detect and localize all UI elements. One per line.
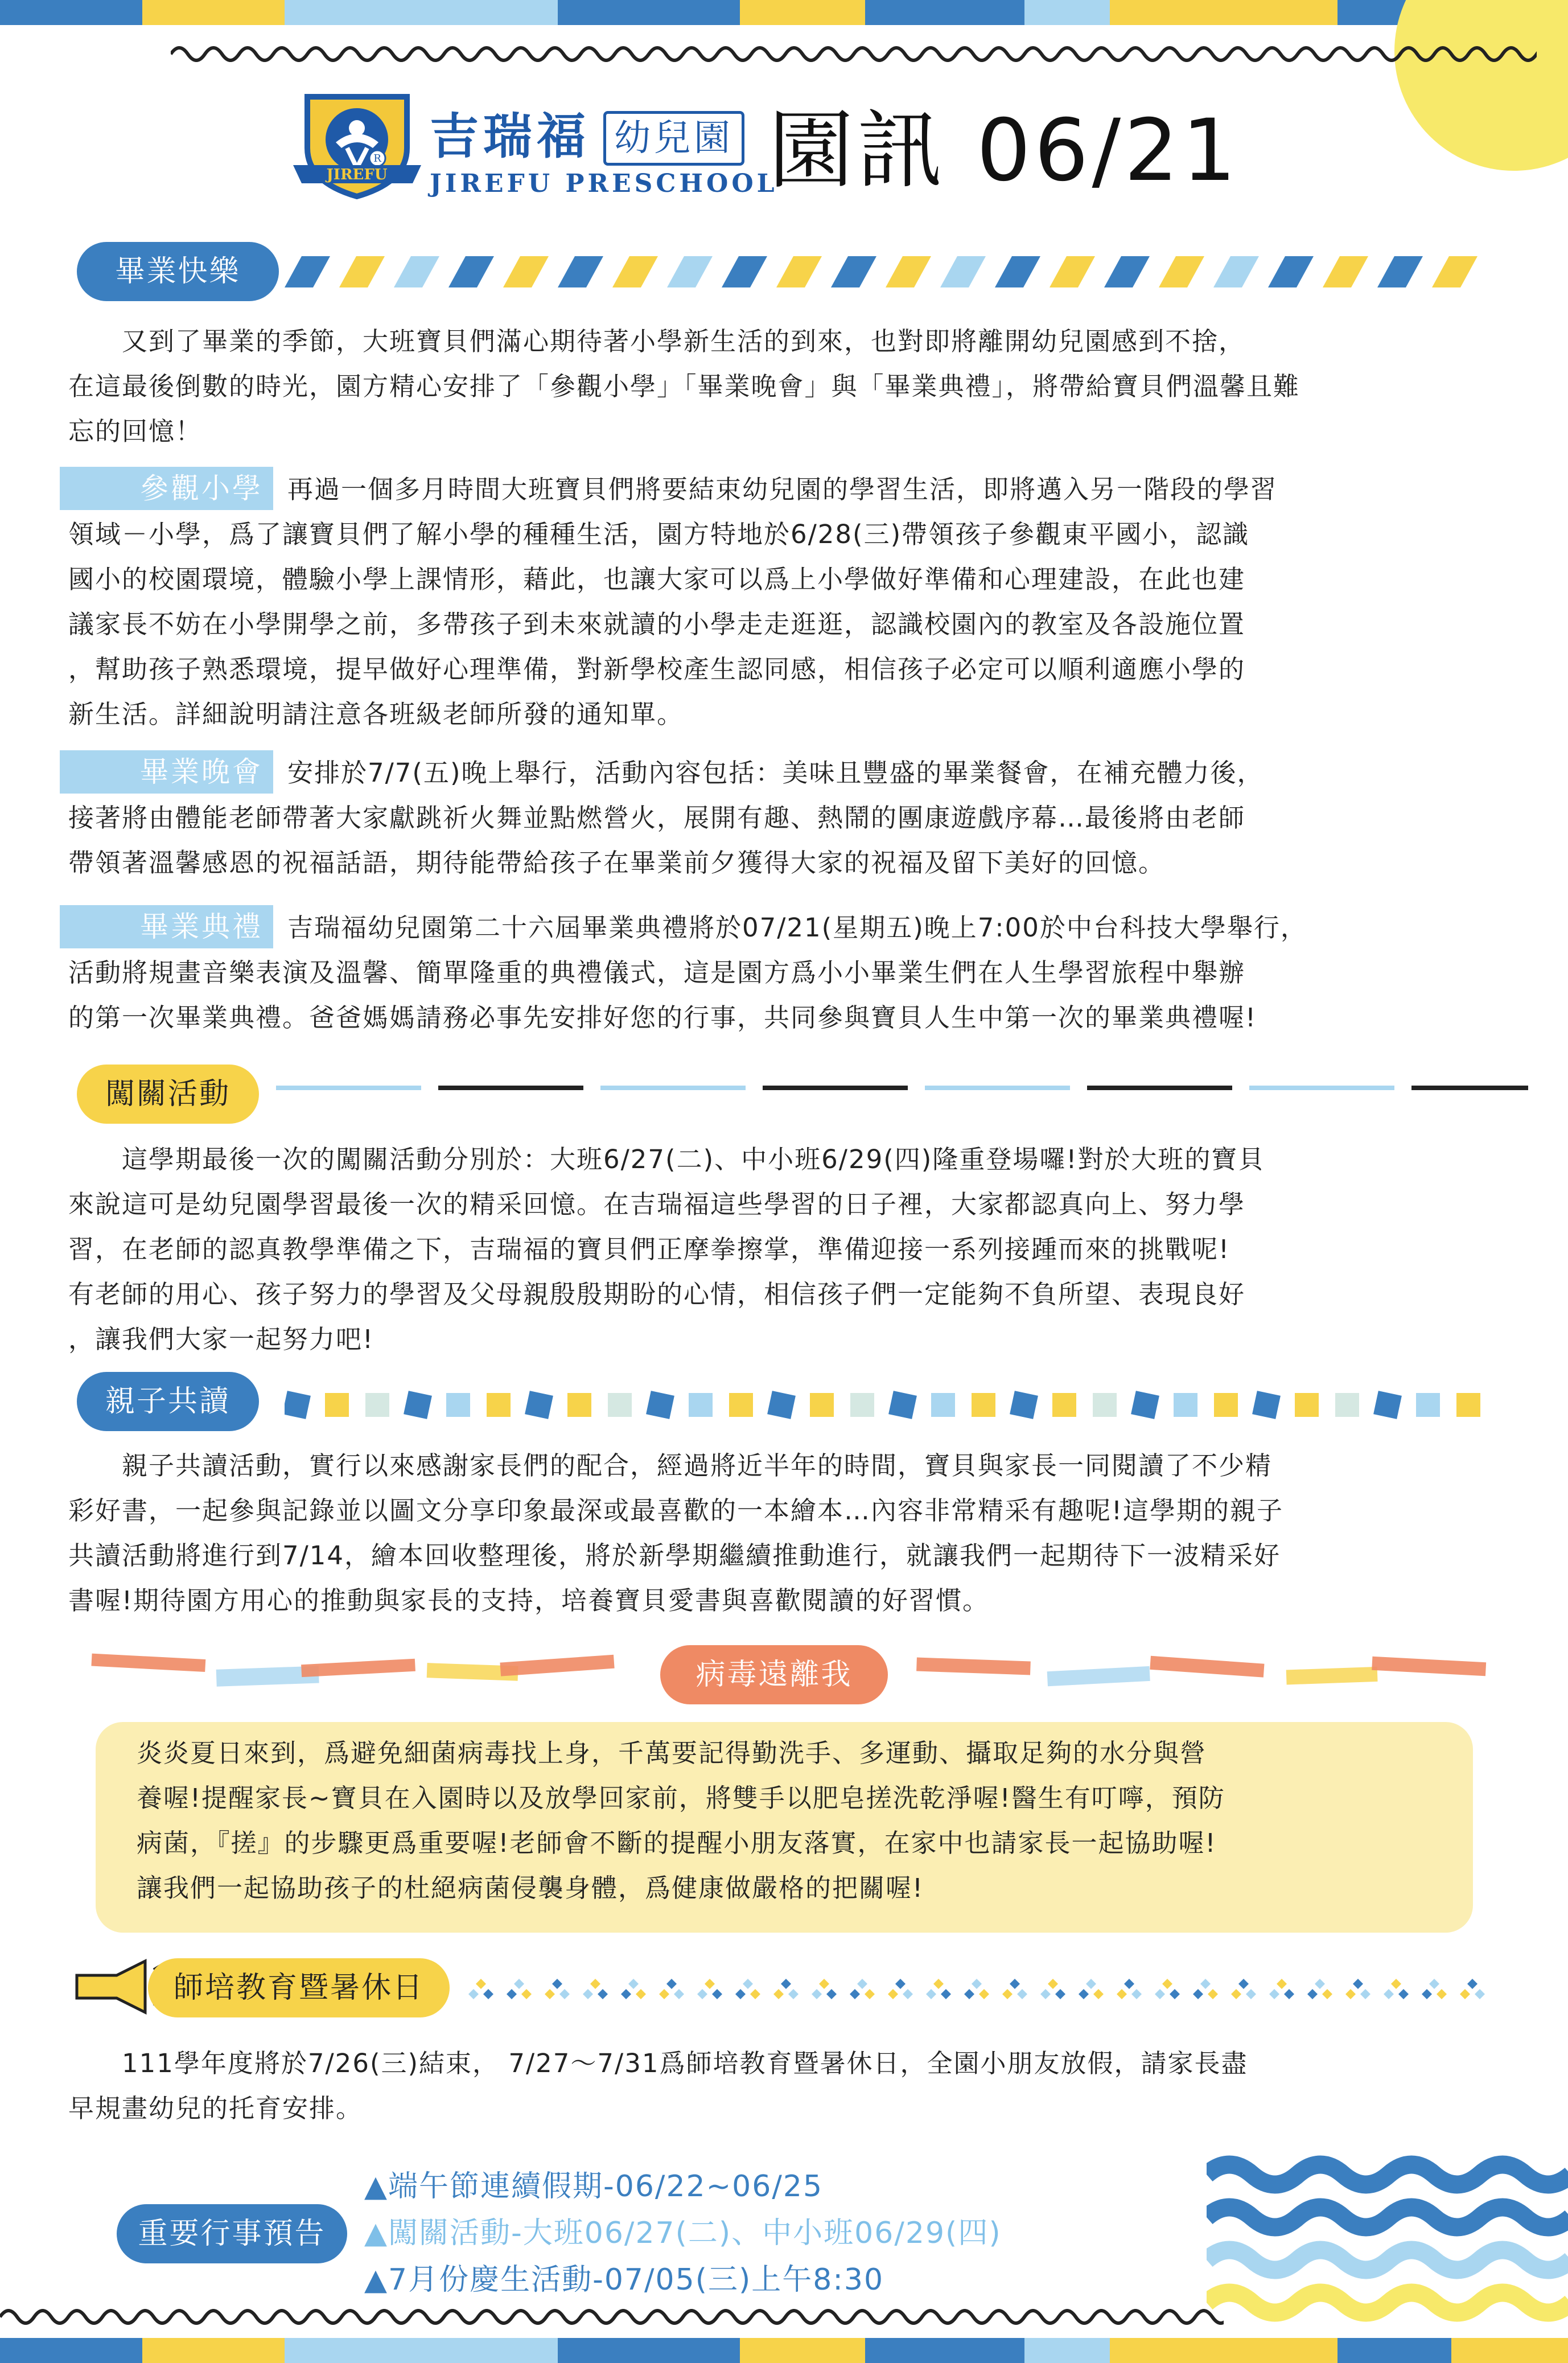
label-graduation-ceremony: 畢業典禮 [60,905,273,948]
decorative-circle [1394,0,1568,171]
event-item: ▲7月份慶生活動-07/05(三)上午8:30 [364,2263,884,2297]
section-heading-events: 重要行事預告 [117,2204,347,2263]
school-logo-icon [293,85,421,199]
section-heading-challenge: 闖關活動 [77,1065,259,1124]
bottom-wave-line [0,2300,1224,2334]
graduation-intro: 又到了畢業的季節，大班寶貝們滿心期待著小學新生活的到來，也對即將離開幼兒園感到不捨， 在這最後倒數的時光，園方精心安排了「參觀小學」「畢業晚會」與「畢業典禮」，將帶給寶貝們溫馨且難 忘的回憶！ [68,326,1301,446]
reading-text: 親子共讀活動，實行以來感謝家長們的配合，經過將近半年的時間，寶貝與家長一同閱讀了不少精 彩好書，一起參與記錄並以圖文分享印象最深或最喜歡的一本繪本…內容非常精采有趣呢!這學期的親子 共讀活動將進行到7/14，繪本回收整理後，將於新學期繼續推動進行，就讓我們一起期待下一波精采好 書喔!期待園方用心的推動與家長的支持，培養寶貝愛書與喜歡閱讀的好習慣。 [68,1450,1284,1616]
holiday-text: 111學年度將於7/26(三)結束， 7/27～7/31爲師培教育暨暑休日，全園小朋友放假，請家長盡 早規畫幼兒的托育安排。 [68,2048,1248,2123]
section-heading-reading: 親子共讀 [77,1372,259,1431]
top-wave-line [171,37,1537,71]
challenge-text: 這學期最後一次的闖關活動分別於：大班6/27(二)、中小班6/29(四)隆重登場囉!對於大班的寶貝 來說這可是幼兒園學習最後一次的精采回憶。在吉瑞福這些學習的日子裡，大家都認真向上、努力學 習，在老師的認真教學準備之下，吉瑞福的寶貝們正摩拳擦掌，準備迎接一系列接踵而來的挑戰呢! 有老師的用心、孩子努力的學習及父母親殷殷期盼的心情，相信孩子們一定能夠不負所望、表現良好 ，讓我們大家一起努力吧! [68,1144,1265,1354]
brand-name: 吉瑞福 [430,108,590,165]
event-item: ▲闖關活動-大班06/27(二)、中小班06/29(四) [364,2216,1002,2250]
section-heading-holiday: 師培教育暨暑休日 [148,1958,450,2017]
graduation-party-text: 安排於7/7(五)晚上舉行，活動內容包括：美味且豐盛的畢業餐會，在補充體力後， 接著將由體能老師帶著大家獻跳祈火舞並點燃營火，展開有趣、熱鬧的團康遊戲序幕…最後將由老師 帶領著溫馨感恩的祝福話語，期待能帶給孩子在畢業前夕獲得大家的祝福及留下美好的回憶。 [68,758,1264,878]
slanted-stripe-divider [285,253,1497,293]
bottom-stripe [0,2338,1568,2363]
label-school-visit: 參觀小學 [60,467,273,510]
brand-type-box: 幼兒園 [603,111,744,166]
event-item: ▲端午節連續假期-06/22~06/25 [364,2169,824,2204]
svg-text:R: R [373,153,381,165]
school-visit-text: 再過一個多月時間大班寶貝們將要結束幼兒園的學習生活，即將邁入另一階段的學習 領域－小學，爲了讓寶貝們了解小學的種種生活，園方特地於6/28(三)帶領孩子參觀東平國小，認識 國小的校園環境，體驗小學上課情形，藉此，也讓大家可以爲上小學做好準備和心理建設，在此也建 議家長不妨在小學開學之前，多帶孩子到未來就讀的小學走走逛逛，認識校園內的教室及各設施位置 ，幫助孩子熟悉環境，提早做好心理準備，對新學校產生認同感，相信孩子必定可以順利適應小學的 新生活。詳細說明請注意各班級老師所發的通知單。 [68,474,1278,729]
section-heading-virus: 病毒遠離我 [660,1645,888,1704]
brand-english: JIREFU PRESCHOOL [430,169,778,198]
newsletter-title: 園訊 06/21 [768,101,1240,200]
svg-text:JIREFU: JIREFU [326,166,388,183]
section-heading-graduation: 畢業快樂 [77,242,279,301]
diamond-pattern-divider [467,1972,1508,2007]
virus-text: 炎炎夏日來到，爲避免細菌病毒找上身，千萬要記得勤洗手、多運動、攝取足夠的水分與營 養喔!提醒家長~寶貝在入園時以及放學回家前，將雙手以肥皂搓洗乾淨喔!醫生有叮嚀，預防 病菌，『搓』的步驟更爲重要喔!老師會不斷的提醒小朋友落實，在家中也請家長一起協助喔! 讓我們一起協助孩子的杜絕病菌侵襲身體，爲健康做嚴格的把關喔! [137,1738,1225,1903]
dash-line-divider [276,1079,1528,1102]
label-graduation-party: 畢業晚會 [60,750,273,794]
square-pattern-divider [285,1386,1508,1420]
wave-decoration [1207,2152,1568,2334]
events-list [364,2163,1002,2303]
top-stripe [0,0,1568,25]
graduation-ceremony-text: 吉瑞福幼兒園第二十六屆畢業典禮將於07/21(星期五)晚上7:00於中台科技大學舉行， 活動將規畫音樂表演及溫馨、簡單隆重的典禮儀式，這是園方爲小小畢業生們在人生學習旅程中舉辦 的第一次畢業典禮。爸爸媽媽請務必事先安排好您的行事，共同參與寶貝人生中第一次的畢業典禮喔! [68,913,1307,1033]
